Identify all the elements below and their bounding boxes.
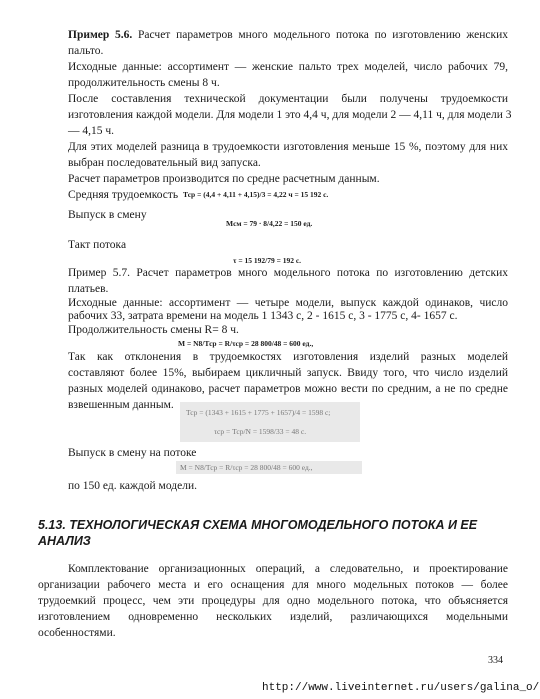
formula-tau: τср = Тср/N = 1598/33 = 48 с. bbox=[214, 427, 307, 436]
paragraph-line: особенностями. bbox=[38, 627, 116, 639]
paragraph-line: организации рабочего места и его оснащения для много модельных потоков — более bbox=[38, 579, 508, 591]
input-data-line: продолжительность смены 8 ч. bbox=[68, 77, 220, 89]
formula-output: Мсм = 79 · 8/4,22 = 150 ед. bbox=[226, 219, 313, 228]
formula-m: М = N8/Тср = R/τср = 28 800/48 = 600 ед., bbox=[178, 339, 314, 348]
example-title-line2: пальто. bbox=[68, 45, 104, 57]
watermark-url: http://www.liveinternet.ru/users/galina_o/ bbox=[262, 682, 540, 694]
formula-image-m: М = N8/Тср = R/τср = 28 800/48 = 600 ед., bbox=[176, 461, 362, 474]
paragraph-line: составляют более 15%, выбираем цикличный запуск. Ввиду того, что число изделий bbox=[68, 367, 508, 379]
output-label: Выпуск в смену bbox=[68, 209, 147, 221]
paragraph-line: изготовлением одновременно нескольких изделий, различающихся модельными bbox=[38, 611, 508, 623]
output-label: Выпуск в смену на потоке bbox=[68, 447, 197, 459]
paragraph-line: Так как отклонения в трудоемкостях изготовления изделий разных моделей bbox=[68, 351, 508, 363]
example-label: Пример 5.6. bbox=[68, 29, 133, 41]
avg-label: Средняя трудоемкость bbox=[68, 189, 179, 201]
example-5-7-title: Пример 5.7. Расчет параметров много модельного потока по изготовлению детских bbox=[68, 267, 508, 279]
paragraph-line: Расчет параметров производится по средне расчетным данным. bbox=[68, 173, 380, 185]
formula-tcp: Тср = (1343 + 1615 + 1775 + 1657)/4 = 1598 с; bbox=[186, 408, 331, 417]
example-title-line2: платьев. bbox=[68, 283, 109, 295]
result-line: по 150 ед. каждой модели. bbox=[68, 480, 197, 492]
paragraph-line: Комплектование организационных операций, а следовательно, и проектирование bbox=[68, 563, 508, 575]
takt-label: Такт потока bbox=[68, 239, 127, 251]
page-number: 334 bbox=[488, 655, 503, 666]
formula-image-block bbox=[180, 402, 360, 442]
paragraph-line: взвешенным данным. bbox=[68, 399, 174, 411]
section-heading-line2: АНАЛИЗ bbox=[38, 534, 91, 548]
example-title-text: Расчет параметров много модельного потока по изготовлению женских bbox=[132, 29, 508, 41]
paragraph-line: — 4,15 ч. bbox=[68, 125, 115, 137]
formula-takt: τ = 15 192/79 = 192 с. bbox=[233, 256, 302, 265]
paragraph-line: выбран последовательный вид запуска. bbox=[68, 157, 261, 169]
example-5-6-title bbox=[68, 27, 508, 43]
paragraph-line: трудоемкий процесс, чем эти процедуры для одно модельного потока, что объясняется bbox=[38, 595, 508, 607]
input-data-line: Исходные данные: ассортимент — четыре модели, выпуск каждой одинаков, число bbox=[68, 297, 508, 309]
paragraph-line: разных моделей одинаково, расчет параметров можно вести по средним, а не по средне bbox=[68, 383, 508, 395]
section-heading: 5.13. ТЕХНОЛОГИЧЕСКАЯ СХЕМА МНОГОМОДЕЛЬНОГО ПОТОКА И ЕЕ bbox=[38, 518, 478, 532]
paragraph-line: изготовления каждой модели. Для модели 1 это 4,4 ч, для модели 2 — 4,11 ч, для модели 3 bbox=[68, 109, 512, 121]
input-data-line: Исходные данные: ассортимент — женские пальто трех моделей, число рабочих 79, bbox=[68, 61, 508, 73]
input-data-line: рабочих 33, затрата времени на модель 1 1343 с, 2 - 1615 с, 3 - 1775 с, 4- 1657 с. bbox=[68, 310, 458, 322]
formula-avg: Тср = (4,4 + 4,11 + 4,15)/3 = 4,22 ч = 15 192 с. bbox=[183, 190, 329, 199]
shift-duration: Продолжительность смены R= 8 ч. bbox=[68, 324, 239, 336]
paragraph-line: После составления технической документации были получены трудоемкости bbox=[68, 93, 508, 105]
paragraph-line: Для этих моделей разница в трудоемкости изготовления меньше 15 %, поэтому для них bbox=[68, 141, 508, 153]
